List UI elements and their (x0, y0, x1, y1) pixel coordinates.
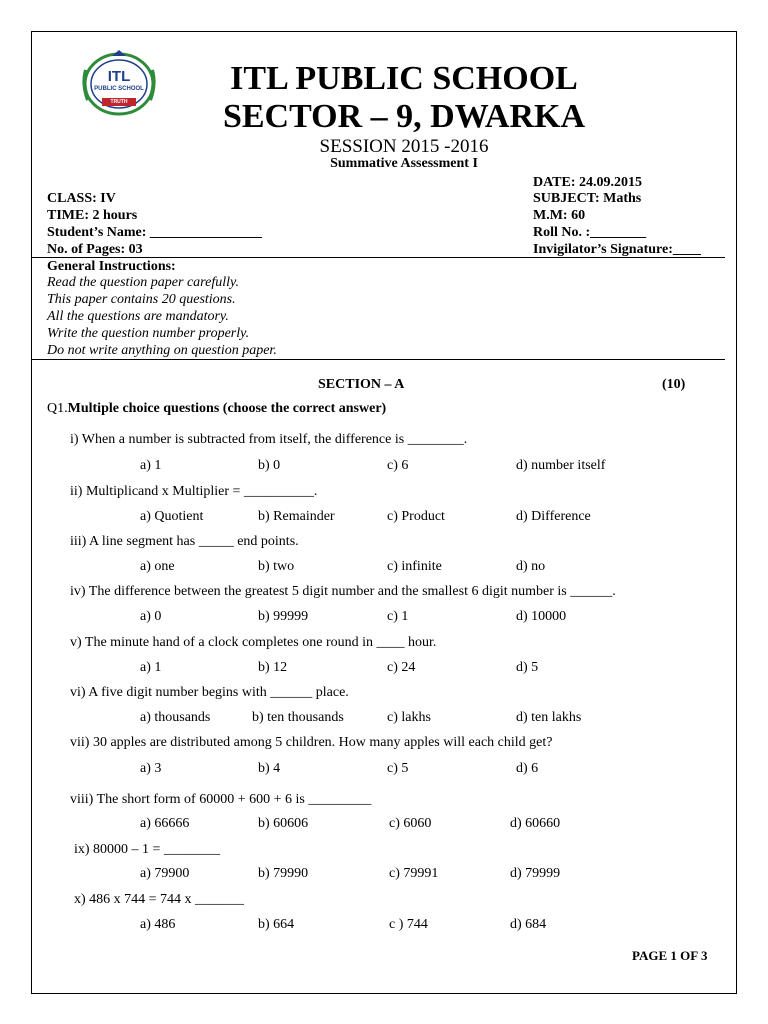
option-c: c) 24 (387, 660, 416, 675)
exam-title: Summative Assessment I (330, 156, 478, 171)
page-number: PAGE 1 OF 3 (632, 948, 708, 963)
option-c: c) 5 (387, 761, 409, 776)
section-title: SECTION – A (318, 377, 405, 392)
option-a: a) thousands (140, 710, 211, 725)
option-b: b) 12 (258, 660, 288, 675)
question-text: v) The minute hand of a clock completes one round in ____ hour. (70, 635, 437, 650)
instruction-item: Write the question number properly. (47, 326, 250, 341)
option-d: d) 79999 (510, 866, 561, 881)
option-a: a) 79900 (140, 866, 190, 881)
option-c: c) infinite (387, 559, 442, 574)
instruction-item: This paper contains 20 questions. (47, 292, 236, 307)
option-d: d) 10000 (516, 609, 567, 624)
meta-roll-no: Roll No. :________ (533, 225, 647, 240)
divider (32, 359, 725, 360)
option-c: c) 1 (387, 609, 409, 624)
option-b: b) 99999 (258, 609, 309, 624)
option-b: b) two (258, 559, 295, 574)
question-text: i) When a number is subtracted from itself, the difference is ________. (70, 432, 468, 447)
option-c: c) lakhs (387, 710, 431, 725)
meta-subject: SUBJECT: Maths (533, 191, 642, 206)
option-c: c) 6060 (389, 816, 432, 831)
instruction-item: All the questions are mandatory. (47, 309, 229, 324)
question-text: vii) 30 apples are distributed among 5 children. How many apples will each child get? (70, 735, 553, 750)
session: SESSION 2015 -2016 (319, 136, 489, 157)
meta-class: CLASS: IV (47, 191, 116, 206)
question-text: ii) Multiplicand x Multiplier = __________. (70, 484, 318, 499)
option-d: d) number itself (516, 458, 606, 473)
option-d: d) 684 (510, 917, 547, 932)
question-text: vi) A five digit number begins with ______ place. (70, 685, 349, 700)
logo-text-bottom: TRUTH (110, 99, 128, 105)
school-address: SECTOR – 9, DWARKA (222, 98, 586, 135)
option-c: c ) 744 (389, 917, 428, 932)
option-c: c) Product (387, 509, 445, 524)
option-b: b) 79990 (258, 866, 309, 881)
logo-text-top: ITL (107, 68, 131, 85)
option-b: b) 0 (258, 458, 281, 473)
option-c: c) 6 (387, 458, 409, 473)
question-text: viii) The short form of 60000 + 600 + 6 is _________ (70, 792, 372, 807)
option-a: a) 66666 (140, 816, 190, 831)
option-b: b) Remainder (258, 509, 335, 524)
question-text: ix) 80000 – 1 = ________ (74, 842, 220, 857)
q1-title: Multiple choice questions (choose the correct answer) (67, 401, 387, 416)
option-a: a) 1 (140, 660, 162, 675)
option-d: d) 60660 (510, 816, 561, 831)
option-b: b) ten thousands (252, 710, 344, 725)
question-text: iv) The difference between the greatest 5 digit number and the smallest 6 digit number is ______. (70, 584, 616, 599)
option-b: b) 60606 (258, 816, 309, 831)
option-a: a) 1 (140, 458, 162, 473)
exam-date: DATE: 24.09.2015 (533, 175, 643, 190)
option-d: d) ten lakhs (516, 710, 582, 725)
instruction-item: Do not write anything on question paper. (47, 343, 277, 358)
option-c: c) 79991 (389, 866, 439, 881)
school-name: ITL PUBLIC SCHOOL (230, 60, 578, 97)
meta-pages: No. of Pages: 03 (47, 242, 143, 257)
meta-time: TIME: 2 hours (47, 208, 138, 223)
meta-max-marks: M.M: 60 (533, 208, 586, 223)
meta-invigilator-signature: Invigilator’s Signature:____ (533, 242, 701, 257)
option-d: d) no (516, 559, 546, 574)
option-a: a) 0 (140, 609, 162, 624)
question-text: x) 486 x 744 = 744 x _______ (74, 892, 245, 907)
option-b: b) 4 (258, 761, 281, 776)
option-d: d) 5 (516, 660, 539, 675)
logo-text-mid: PUBLIC SCHOOL (94, 86, 144, 92)
option-a: a) one (140, 559, 175, 574)
option-d: d) 6 (516, 761, 539, 776)
q1-number: Q1. (47, 401, 68, 416)
q1-heading (47, 401, 386, 417)
instructions-heading: General Instructions: (47, 259, 176, 274)
question-text: iii) A line segment has _____ end points. (70, 534, 299, 549)
option-d: d) Difference (516, 509, 591, 524)
option-b: b) 664 (258, 917, 295, 932)
option-a: a) 486 (140, 917, 176, 932)
option-a: a) Quotient (140, 509, 204, 524)
meta-student-name: Student’s Name: ________________ (47, 225, 262, 240)
option-a: a) 3 (140, 761, 162, 776)
section-marks: (10) (662, 377, 686, 392)
instruction-item: Read the question paper carefully. (47, 275, 239, 290)
